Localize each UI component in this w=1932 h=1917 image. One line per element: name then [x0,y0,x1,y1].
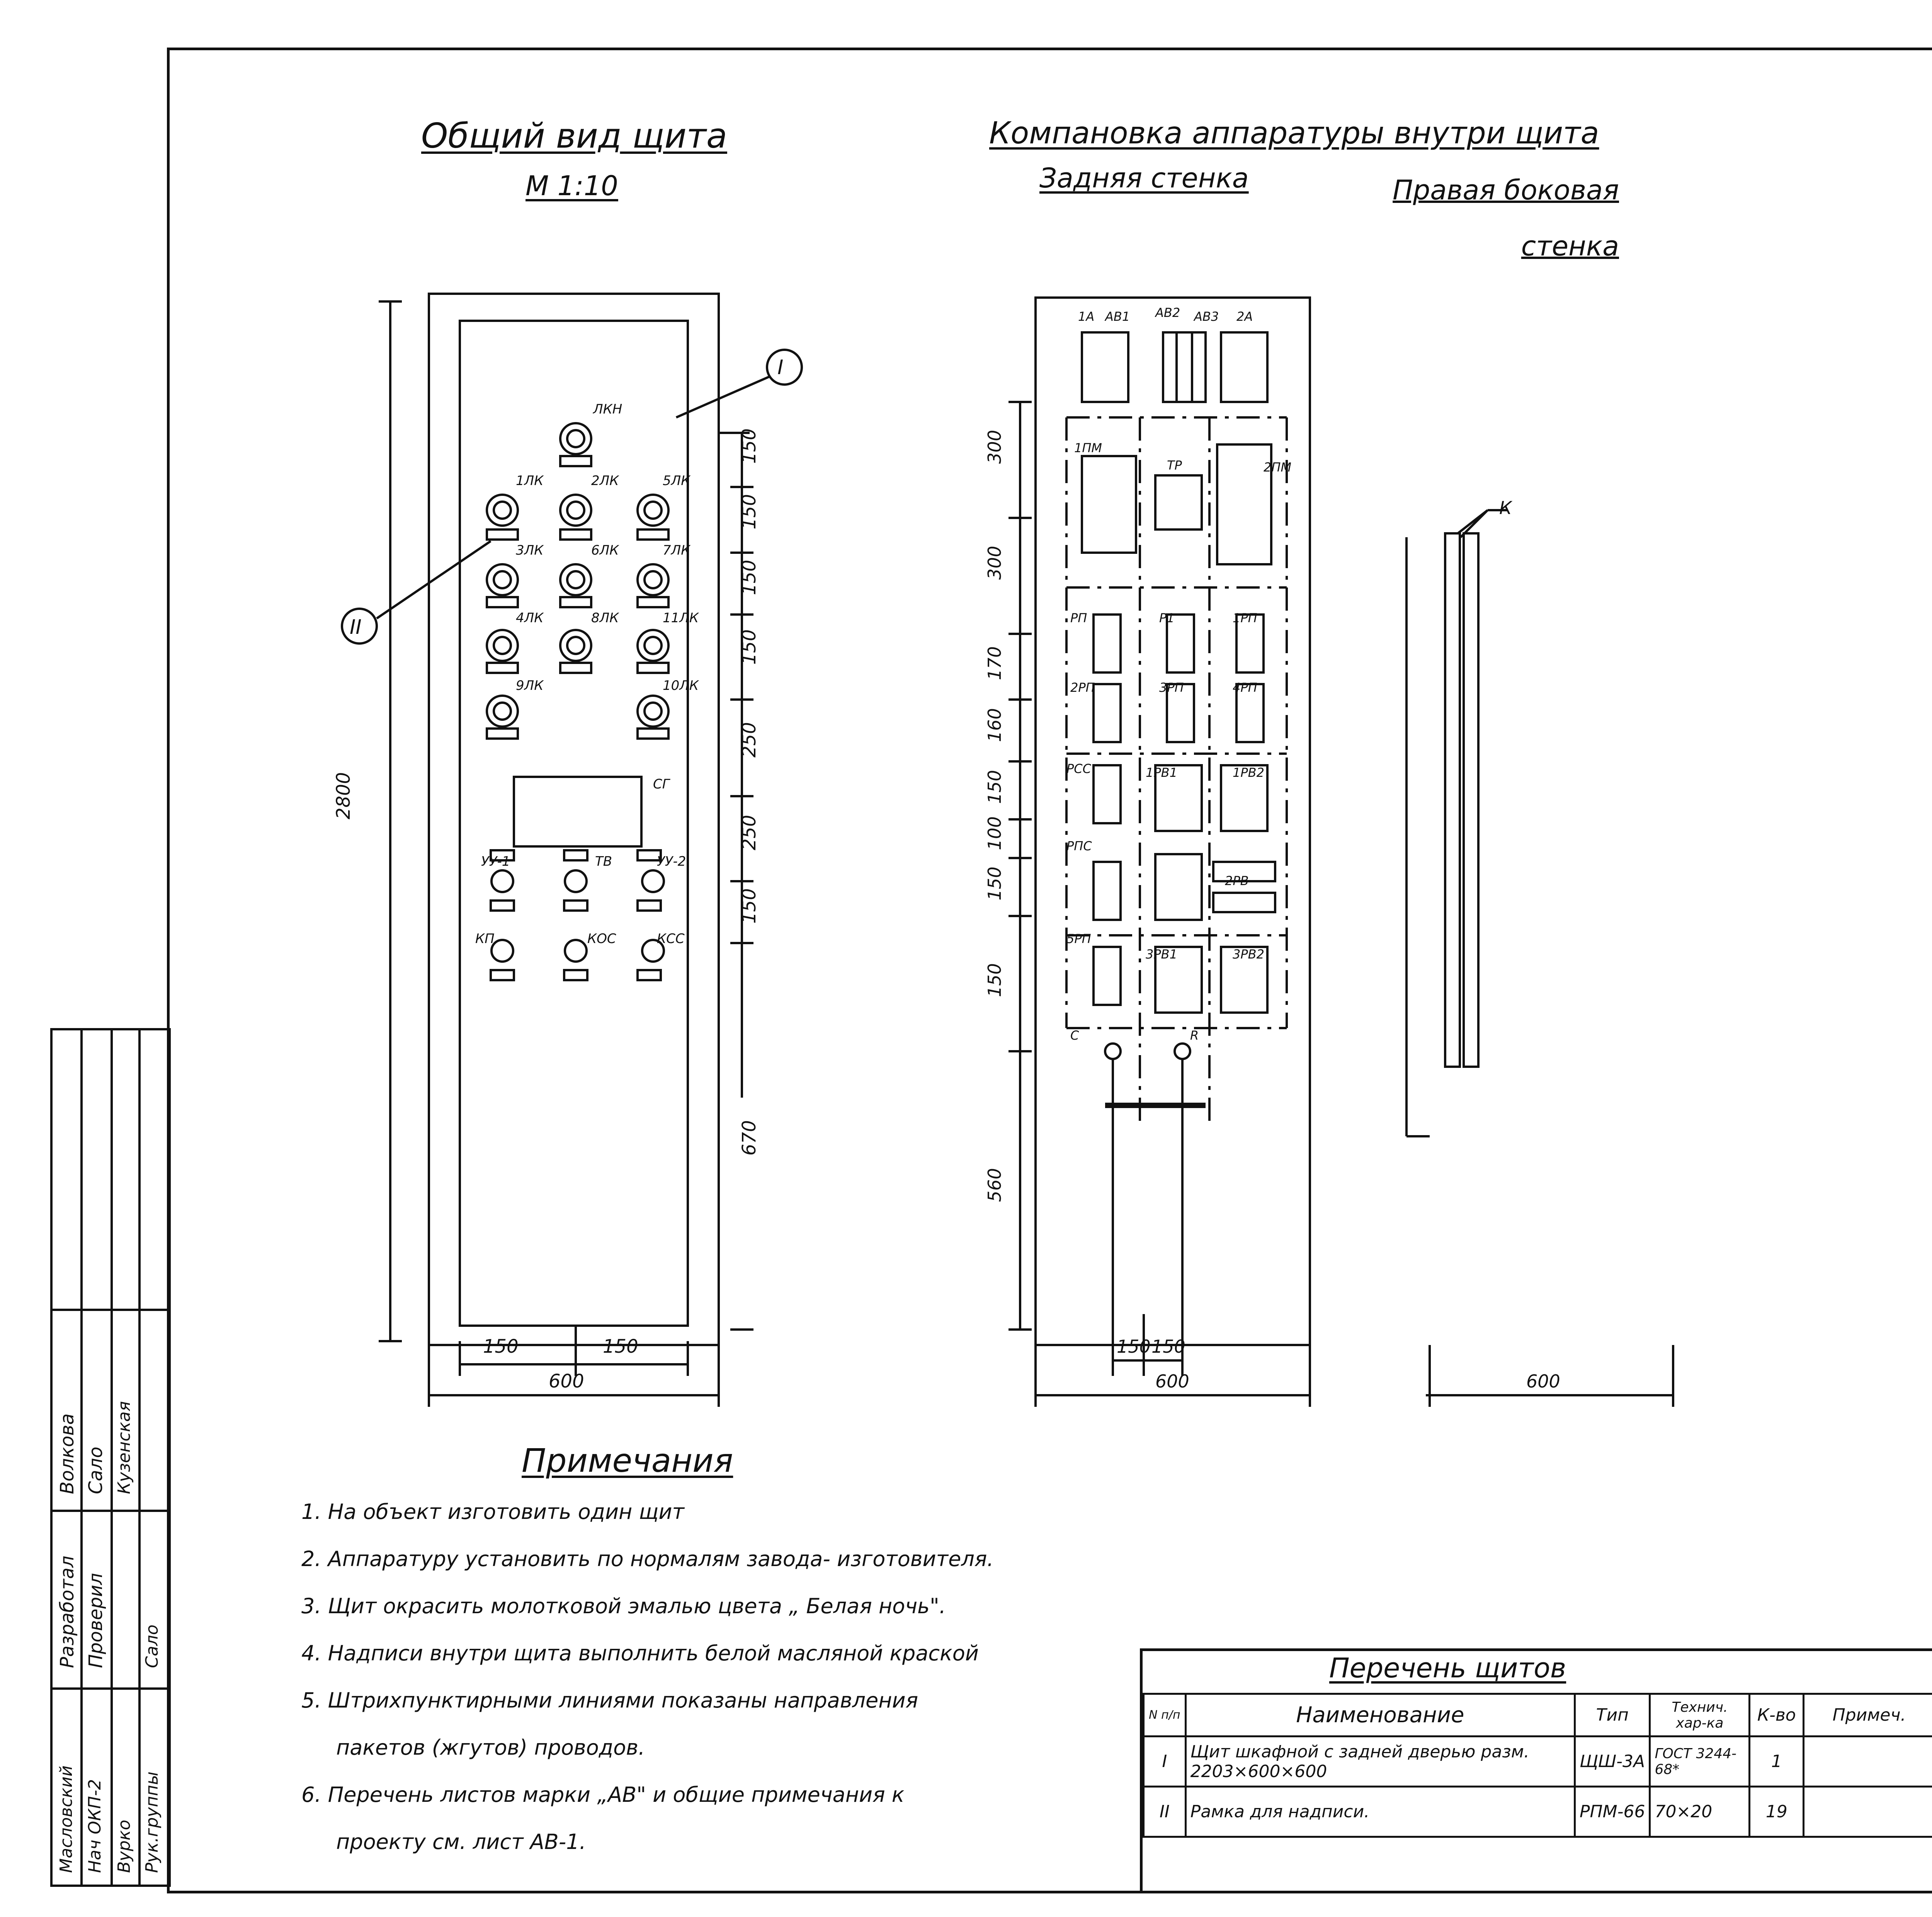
notes-title: Примечания [522,1442,733,1479]
col-header: Наименование [1185,1694,1575,1737]
general-view-scale: М 1:10 [526,170,618,202]
svg-text:3РВ2: 3РВ2 [1233,947,1264,962]
svg-text:R: R [1190,1028,1199,1043]
svg-text:1РВ1: 1РВ1 [1146,765,1177,780]
right-wall-title: Правая боковая стенка [1393,174,1619,262]
svg-text:250: 250 [738,722,760,758]
svg-text:3РП: 3РП [1159,680,1184,695]
svg-text:4ЛК: 4ЛК [516,610,544,626]
svg-text:УУ-1: УУ-1 [481,854,510,869]
svg-text:160: 160 [984,708,1005,742]
svg-text:150: 150 [984,770,1005,804]
svg-text:К: К [1499,497,1512,518]
signature-name: Вурко [114,1820,134,1873]
svg-text:1ЛК: 1ЛК [516,473,544,489]
note-item: пакетов (жгутов) проводов. [336,1735,645,1760]
svg-text:150: 150 [984,867,1005,901]
svg-text:600: 600 [549,1371,584,1392]
svg-text:150: 150 [738,560,760,595]
svg-text:600: 600 [1526,1371,1560,1392]
svg-text:600: 600 [1155,1371,1189,1392]
svg-text:150: 150 [984,963,1005,997]
svg-text:150: 150 [483,1336,519,1357]
signature-role: Разработал [56,1556,78,1668]
svg-text:СГ: СГ [653,776,670,792]
col-header: N п/п [1144,1694,1186,1737]
svg-text:4РП: 4РП [1233,680,1257,695]
svg-text:2ПМ: 2ПМ [1264,460,1292,475]
svg-text:10ЛК: 10ЛК [663,678,699,693]
svg-text:КОС: КОС [587,931,616,947]
svg-text:170: 170 [984,646,1005,680]
svg-text:АВ3: АВ3 [1194,309,1219,324]
signature-role: Рук.группы [142,1771,162,1873]
svg-text:Р1: Р1 [1159,611,1175,625]
svg-text:3РВ1: 3РВ1 [1146,947,1177,962]
svg-text:150: 150 [1151,1336,1185,1357]
svg-text:2800: 2800 [333,772,354,819]
svg-text:1РП: 1РП [1233,611,1257,625]
layout-view-drawing [966,0,1700,1917]
panels-table [1143,1693,1932,1838]
table-row: I Щит шкафной с задней дверью разм. 2203×600×600 ЩШ-3А ГОСТ 3244-68* 1 [1144,1737,1932,1787]
svg-text:300: 300 [984,430,1005,464]
table-row: II Рамка для надписи. РПМ-66 70×20 19 [1144,1787,1932,1837]
svg-text:5РП: 5РП [1066,931,1091,946]
svg-text:ТР: ТР [1167,458,1182,473]
layout-view-title: Компановка аппаратуры внутри щита [989,116,1599,151]
col-header: Технич. хар-ка [1650,1694,1750,1737]
signature-name: Волкова [56,1413,78,1494]
svg-text:ТВ: ТВ [595,854,612,869]
svg-text:300: 300 [984,546,1005,580]
svg-text:150: 150 [738,888,760,924]
svg-text:1А: 1А [1078,309,1095,324]
svg-text:2РП: 2РП [1070,680,1095,695]
svg-text:РСС: РСС [1066,761,1091,776]
svg-text:8ЛК: 8ЛК [591,610,619,626]
back-wall-title: Задняя стенка [1039,162,1249,194]
svg-text:I: I [777,356,784,379]
svg-text:С: С [1070,1028,1079,1043]
note-item: 2. Аппаратуру установить по нормалям завода- изготовителя. [301,1547,994,1571]
svg-text:100: 100 [984,816,1005,850]
signature-block [50,1028,171,1887]
svg-text:6ЛК: 6ЛК [591,543,619,558]
col-header: Тип [1575,1694,1650,1737]
svg-text:560: 560 [984,1168,1005,1202]
svg-text:1РВ2: 1РВ2 [1233,765,1264,780]
svg-text:150: 150 [603,1336,638,1357]
note-item: 1. На объект изготовить один щит [301,1500,684,1524]
svg-text:150: 150 [738,629,760,665]
svg-text:РП: РП [1070,611,1087,625]
signature-role: Нач ОКП-2 [85,1779,105,1873]
svg-text:7ЛК: 7ЛК [663,543,690,558]
col-header: К-во [1750,1694,1804,1737]
notes-list [301,1500,994,1877]
note-item: 5. Штрихпунктирными линиями показаны направления [301,1688,918,1713]
signature-name: Сало [85,1447,107,1494]
signature-name: Масловский [56,1765,76,1873]
panels-title: Перечень щитов [1329,1652,1566,1684]
svg-text:9ЛК: 9ЛК [516,678,544,693]
signature-role: Проверил [85,1573,107,1668]
svg-text:2А: 2А [1236,309,1253,324]
svg-text:2ЛК: 2ЛК [591,473,619,489]
svg-text:150: 150 [738,494,760,529]
note-item: проекту см. лист АВ-1. [336,1830,586,1854]
svg-text:РПС: РПС [1066,839,1092,853]
svg-text:АВ2: АВ2 [1155,305,1180,320]
note-item: 4. Надписи внутри щита выполнить белой масляной краской [301,1641,979,1665]
svg-text:2РВ: 2РВ [1225,873,1249,888]
note-item: 3. Щит окрасить молотковой эмалью цвета „ Белая ночь". [301,1594,946,1618]
svg-text:3ЛК: 3ЛК [516,543,544,558]
svg-text:АВ1: АВ1 [1105,309,1130,324]
svg-text:II: II [350,616,362,639]
svg-text:1ПМ: 1ПМ [1074,441,1102,455]
svg-text:11ЛК: 11ЛК [663,610,699,626]
signature-name: Кузенская [114,1401,134,1494]
svg-text:ЛКН: ЛКН [593,402,622,417]
svg-text:5ЛК: 5ЛК [663,473,690,489]
svg-text:КП: КП [475,931,495,947]
svg-text:670: 670 [738,1120,760,1156]
svg-text:150: 150 [1117,1336,1151,1357]
svg-text:150: 150 [738,428,760,464]
col-header: Примеч. [1804,1694,1932,1737]
svg-text:КСС: КСС [657,931,685,947]
note-item: 6. Перечень листов марки „АВ" и общие примечания к [301,1783,905,1807]
svg-text:УУ-2: УУ-2 [657,854,686,869]
signature-name: Сало [142,1624,162,1668]
general-view-title: Общий вид щита [421,116,727,156]
svg-text:250: 250 [738,815,760,850]
